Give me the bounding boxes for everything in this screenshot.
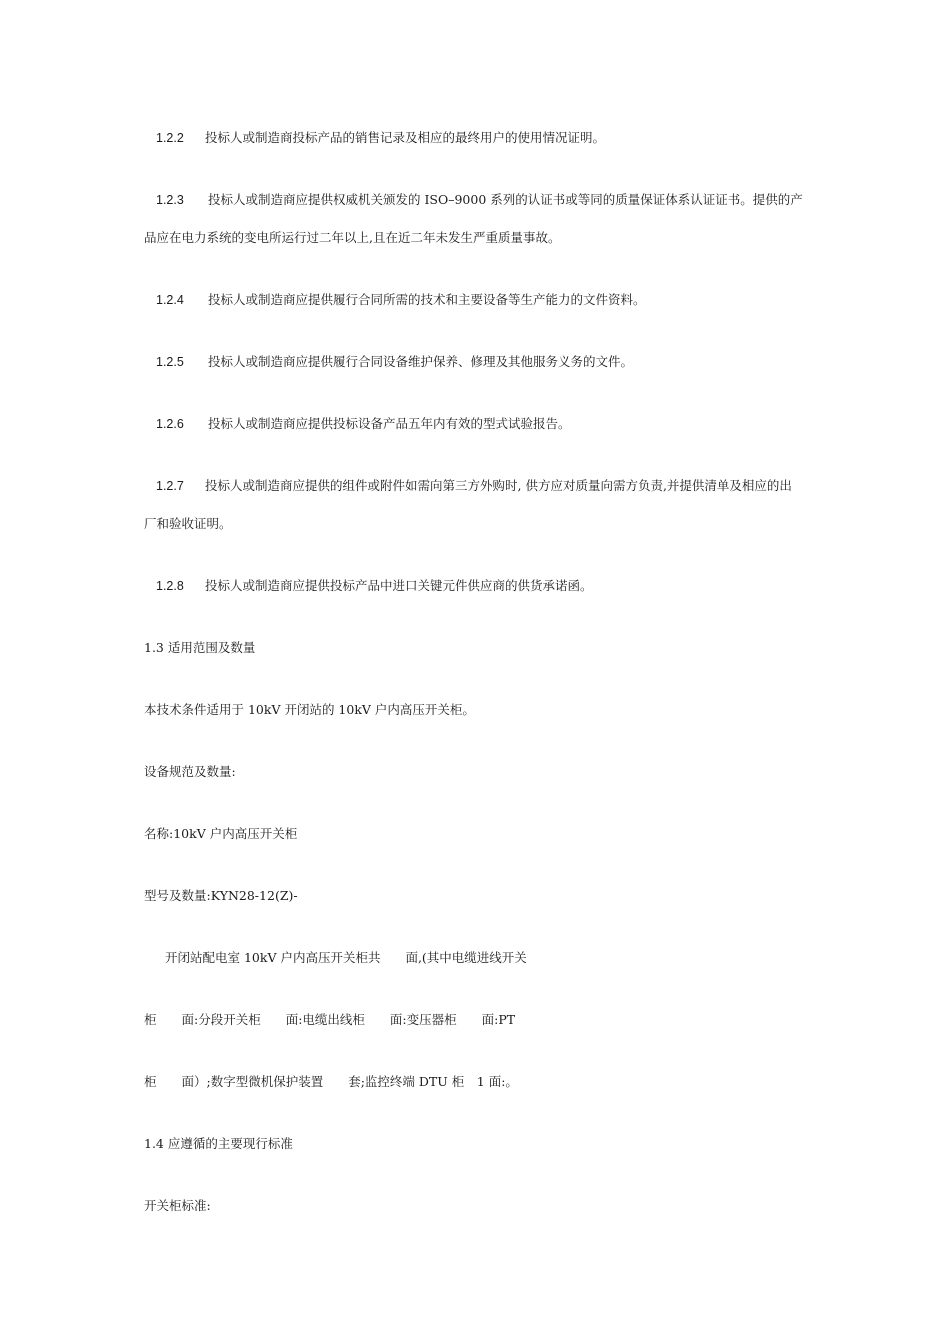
clause-number: 1.2.6 bbox=[156, 417, 184, 431]
switchgear-standards-label: 开关柜标准: bbox=[144, 1198, 211, 1213]
quantity-detail-1: 开闭站配电室 10kV 户内高压开关柜共 面,(其中电缆进线开关 bbox=[165, 950, 527, 965]
clause-1-2-5 bbox=[156, 354, 633, 370]
clause-text: 投标人或制造商应提供履行合同所需的技术和主要设备等生产能力的文件资料。 bbox=[208, 292, 646, 307]
clause-1-2-7 bbox=[156, 478, 792, 494]
clause-number: 1.2.5 bbox=[156, 355, 184, 369]
quantity-detail-3: 柜 面）;数字型微机保护装置 套;监控终端 DTU 柜 1 面:。 bbox=[144, 1074, 518, 1089]
clause-number: 1.2.7 bbox=[156, 479, 184, 493]
clause-number: 1.2.4 bbox=[156, 293, 184, 307]
section-heading-1-4: 1.4 应遵循的主要现行标准 bbox=[144, 1136, 293, 1151]
clause-text: 投标人或制造商应提供投标设备产品五年内有效的型式试验报告。 bbox=[208, 416, 571, 431]
spec-heading: 设备规范及数量: bbox=[144, 764, 236, 779]
section-heading-1-3: 1.3 适用范围及数量 bbox=[144, 640, 256, 655]
clause-1-2-8 bbox=[156, 578, 593, 594]
equipment-name: 名称:10kV 户内高压开关柜 bbox=[144, 826, 298, 841]
clause-text: 投标人或制造商应提供投标产品中进口关键元件供应商的供货承诺函。 bbox=[205, 578, 593, 593]
clause-text: 投标人或制造商应提供的组件或附件如需向第三方外购时, 供方应对质量向需方负责,并提供清单及相应的出 bbox=[205, 478, 792, 493]
clause-1-2-7-continuation: 厂和验收证明。 bbox=[144, 516, 232, 531]
clause-number: 1.2.3 bbox=[156, 193, 184, 207]
quantity-detail-2: 柜 面:分段开关柜 面:电缆出线柜 面:变压器柜 面:PT bbox=[144, 1012, 516, 1027]
clause-number: 1.2.2 bbox=[156, 131, 184, 145]
clause-1-2-3 bbox=[156, 192, 803, 208]
clause-1-2-6 bbox=[156, 416, 571, 432]
clause-number: 1.2.8 bbox=[156, 579, 184, 593]
clause-1-2-2 bbox=[156, 130, 605, 146]
clause-text: 投标人或制造商应提供权威机关颁发的 ISO–9000 系列的认证书或等同的质量保证体系认证证书。提供的产 bbox=[208, 192, 803, 207]
clause-1-2-4 bbox=[156, 292, 646, 308]
clause-text: 投标人或制造商投标产品的销售记录及相应的最终用户的使用情况证明。 bbox=[205, 130, 606, 145]
clause-1-2-3-continuation: 品应在电力系统的变电所运行过二年以上,且在近二年未发生严重质量事故。 bbox=[144, 230, 561, 245]
equipment-model: 型号及数量:KYN28-12(Z)- bbox=[144, 888, 298, 903]
clause-text: 投标人或制造商应提供履行合同设备维护保养、修理及其他服务义务的文件。 bbox=[208, 354, 634, 369]
scope-statement: 本技术条件适用于 10kV 开闭站的 10kV 户内高压开关柜。 bbox=[144, 702, 475, 717]
